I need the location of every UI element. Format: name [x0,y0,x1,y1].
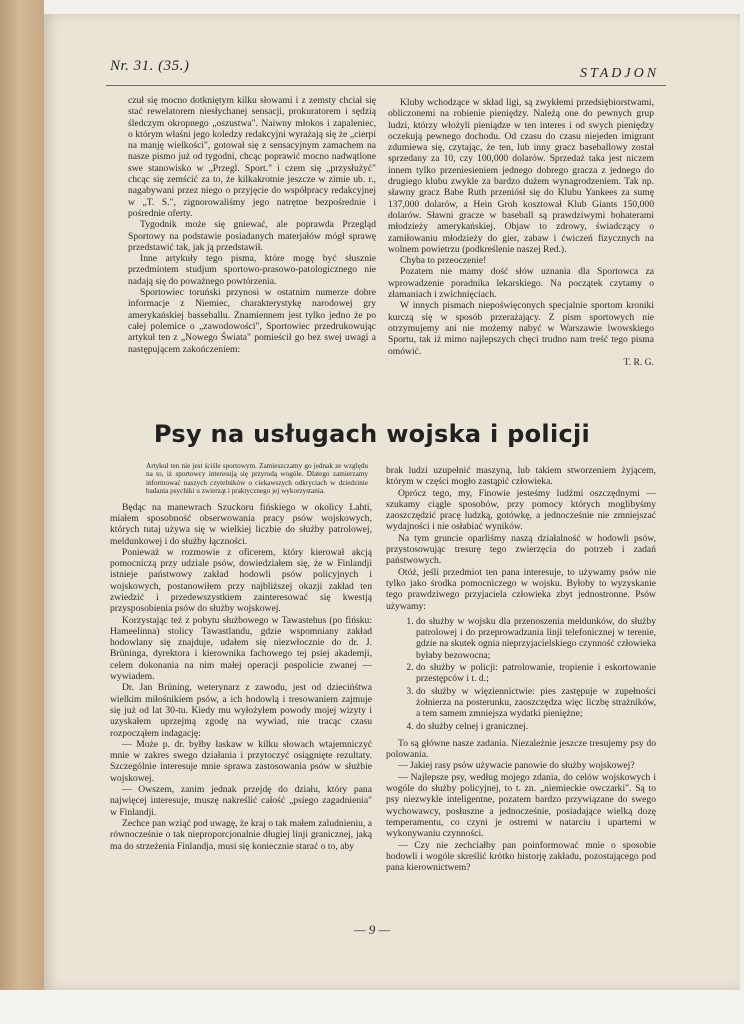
paragraph: W innych pismach niepoświęconych specjalnie sportom kroniki kurczą się w sposób przerażający. Z pism sportowych nie otrzymujemy ani nie możemy nabyć w Warszawie lwowskiego Sportu, tak iż mimo najlepszych chęci trudno nam treść tego pisma omówić. [388,300,654,357]
paragraph: czuł się mocno dotkniętym kilku słowami i z zemsty chciał się stać rewelatorem niesłychanej sensacji, prokuratorem i sędzią śledczym okropnego „oszustwa". Naiwny młokos i zapaleniec, o którym właśni jego koledzy redakcyjni wyrażają się że „cierpi na manję wielkości", gotował się z sensacyjnym zamachem na nasze pismo już od tygodni, chcąc poprawić mocno nadwątlone swe stanowisko w „Przegl. Sport." i czem się „przysłużyć" chcąc się zemścić za to, że kilkakrotnie jeszcze w zimie ub. r., nagabywani przez niego o przyjęcie do współpracy redakcyjnej w „T. S.", zignorowaliśmy jego natrętne bezpośrednie i pośrednie oferty. [128,95,376,219]
list-item: 3. do służby w więziennictwie: pies zastępuje w zupełności żołnierza na posterunku, zaoszczędza więc liczbę strażników, a tem samem zmniejsza wydatki pieniężne; [416,686,656,720]
paragraph: Sportowiec toruński przynosi w ostatnim numerze dobre informacje z Niemiec, charakterystykę narodowej gry amerykańskiej basseballu. Znamiennem jest tylko jedno że po całej polemice o „zawodowości", Sportowiec przedrukowując artykuł ten z „Nowego Świata" pomieścił go bez swej uwagi a następującem zakończeniem: [128,287,376,355]
magazine-title: STADJON [580,66,660,81]
paragraph: Oprócz tego, my, Finowie jesteśmy ludźmi oszczędnymi — szukamy ciągle sposobów, przy pomocy których moglibyśmy zaoszczędzić pracę ludzką, gotówkę, a jednocześnie nie zmniejszać wydajności i nie osłabiać wyników. [386,487,656,533]
paragraph: Będąc na manewrach Szuckoru fińskiego w okolicy Lahti, miałem sposobność obserwowania pracy psów wojskowych, których tutaj używa się w wielkiej liczbie do służby patrolowej, meldunkowej i do służby łączności. [110,501,372,547]
issue-number: Nr. 31. (35.) [110,58,190,74]
paragraph: Na tym gruncie oparliśmy naszą działalność w hodowli psów, przystosowując tresurę tego zwierzęcia do potrzeb i zadań państwowych. [386,532,656,567]
paragraph: Korzystając też z pobytu służbowego w Tawastehus (po fińsku: Hameelinna) stolicy Tawastlandu, gdzie wspomniany zakład hodowlany się znajduje, udałem się niezwłocznie do dr. J. Brüninga, dyrektora i kierownika fachowego tej psiej akademji, celem dokonania na nim małej operacji pospolicie zwanej — wywiadem. [110,614,372,683]
article-right-column [386,465,656,873]
paragraph: brak ludzi uzupełnić maszyną, lub takiem stworzeniem żyjącem, którym w części mogło zastąpić człowieka. [386,465,656,488]
article-left-column [110,462,372,852]
paragraph: — Może p. dr. byłby łaskaw w kilku słowach wtajemniczyć mnie w zakres swego działania i przytoczyć osiągnięte rezultaty. Szczególnie interesuje mnie sprawa zastosowania psów w służbie wojskowej. [110,738,372,784]
list-item: 2. do służby w policji: patrolowanie, tropienie i eskortowanie przestępców i t. d.; [416,662,656,685]
paragraph: Tygodnik może się gniewać, ale poprawda Przegląd Sportowy na podstawie posiadanych materjałów mógł sprawę przedstawić tak, jak ją przedstawił. [128,219,376,253]
list-item: 1. do służby w wojsku dla przenoszenia meldunków, do służby patrolowej i do przeprowadzania linji telefonicznej w terenie, gdzie na skutek ognia nieprzyjacielskiego czynność człowieka byłaby bezowocna; [416,616,656,661]
paragraph: — Najlepsze psy, według mojego zdania, do celów wojskowych i wogóle do służby policyjnej, to t. zn. „niemieckie owczarki". Są to psy niezwykle inteligentne, pozatem bardzo przywiązane do swego wychowawcy, posłuszne a jednocześnie, posiadające wielką dozę temperamentu, co czyni je ostremi w natarciu i upartemi w wykonywaniu czynności. [386,771,656,840]
page-number: — 9 — [353,922,391,937]
paragraph: — Jakiej rasy psów używacie panowie do służby wojskowej? [398,760,635,772]
editor-note: Artykuł ten nie jest ściśle sportowym. Zamieszczamy go jednak ze względu na to, iż sportowcy interesują się przyrodą wogóle. Dlatego zamierzamy informować naszych czytelników o ciekawszych odkryciach w dziedzinie badania psychiki u zwierząt i praktycznego jej wykorzystania. [146,462,368,496]
header-rule [106,85,666,86]
article-headline: Psy na usługach wojska i policji [153,420,591,448]
magazine-spine [0,0,44,990]
paragraph: — Owszem, zanim jednak przejdę do działu, który pana najwięcej interesuje, muszę nakreślić całość „psiego zagadnienia" w Finlandji. [110,784,372,818]
top-right-column [388,97,654,368]
paragraph: Chyba to przeoczenie! [400,255,487,267]
paragraph: Kluby wchodzące w skład ligi, są zwykłemi przedsiębiorstwami, obliczonemi na robienie pieniędzy. Należą one do pewnych grup ludzi, którzy włożyli pieniądze w ten interes i od swych pieniędzy oczekują pewnego dochodu. Od czasu do czasu niejeden imigrant zdumiewa się, czytając, że ten, lub inny gracz baseballowy został sprzedany za 10, czy 100,000 dolarów. Sprzedaż taka jest niczem innem tylko przeniesieniem jednego dobrego gracza z jednego do drugiego klubu zwykle za bardzo dużem wynagrodzeniem. Tak np. sławny gracz Babe Ruth przeniósł się do Klubu Yankees za sumę 137,000 dolarów, a Hein Groh kosztował Klub Giants 150,000 dolarów. Sławni gracze w baseball są prawdziwymi bohaterami młodzieży amerykańskiej. Objaw to zdrowy, świadczący o zamiłowaniu młodzieży do gier, zabaw i ćwiczeń fizycznych na wolnem powietrzu (podkreślenie naszej Red.). [388,97,654,255]
signature: T. R. G. [623,356,654,368]
paragraph: Otóż, jeśli przedmiot ten pana interesuje, to używamy psów nie tylko jako środka pomocniczego w wojsku. Byłoby to wyzyskanie tego prawdziwego przyjaciela człowieka zbyt jednostronne. Psów używamy: [386,566,656,612]
paragraph: Pozatem nie mamy dość słów uznania dla Sportowca za wprowadzenie poradnika lekarskiego. Na początek czytamy o złamaniach i zwichnięciach. [388,266,654,301]
paragraph: Inne artykuły tego pisma, które mogę być słusznie przedmiotem studjum sportowo-prasowo-patologicznego nie nadają się do poważnego powtórzenia. [128,253,376,287]
dog-uses-list [386,616,656,732]
top-left-column [128,95,376,355]
paragraph: Zechce pan wziąć pod uwagę, że kraj o tak małem zaludnieniu, a równocześnie o tak nieproporcjonalnie długiej linji granicznej, jaką ma do strzeżenia Finlandja, musi się koniecznie starać o to, aby [110,817,372,852]
paragraph: — Czy nie zechciałby pan poinformować mnie o sposobie hodowli i wogóle skreślić krótko historję zakładu, pozostającego pod pana kierownictwem? [386,839,656,874]
paragraph: Dr. Jan Brüning, weterynarz z zawodu, jest od dziecińśtwa wielkim miłośnikiem psów, a ich hodowlą i tresowaniem zajmuje się już od lat 30-tu. Kiedy mu wyłożyłem powody mojej wizyty i uzyskałem uprzejmą zgodę na wywiad, nie tracąc czasu rozpocząłem indagację: [110,682,372,739]
scan-background [0,990,744,1024]
list-item: 4. do służby celnej i granicznej. [416,721,656,732]
paragraph: Ponieważ w rozmowie z oficerem, który kierował akcją pomocniczą przy udziale psów, dowiedziałem się, że w Finlandji istnieje państwowy zakład hodowli psów policyjnych i wojskowych, postanowiłem przy najbliższej okazji zakład ten zwiedzić i przedewszystkiem zainteresować się kwestją przysposobienia psów do służby wojskowej. [110,546,372,615]
paragraph: To są główne nasze zadania. Niezależnie jeszcze tresujemy psy do polowania. [386,737,656,761]
